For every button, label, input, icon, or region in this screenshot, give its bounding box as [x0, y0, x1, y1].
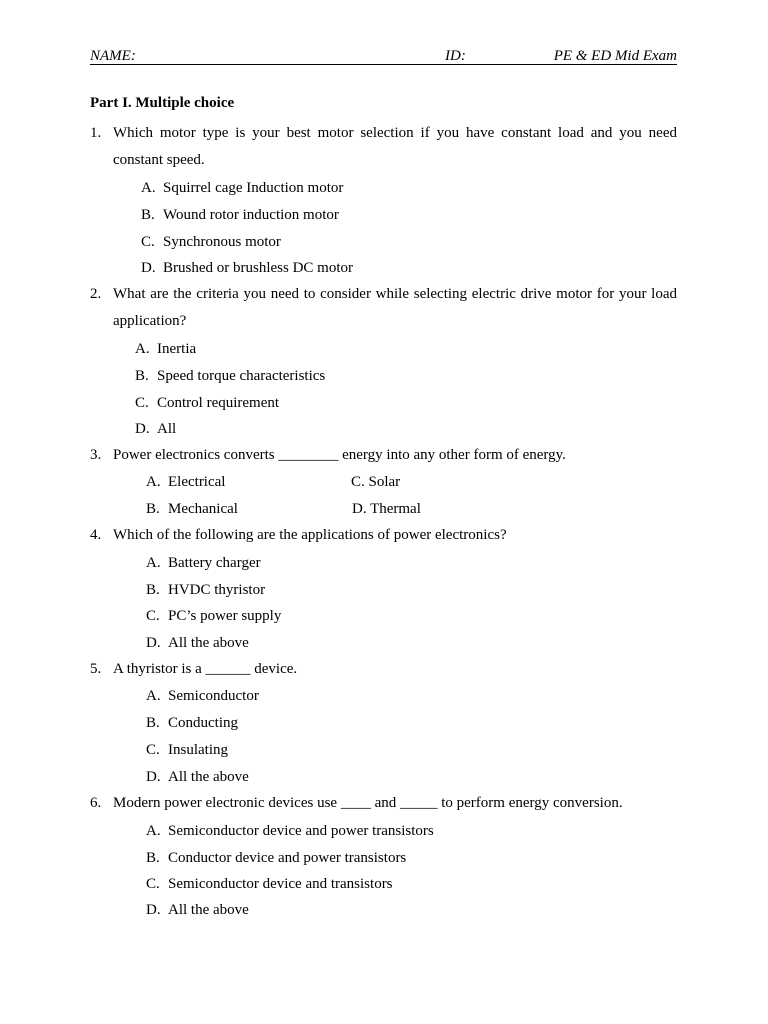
option-4c	[146, 607, 281, 625]
option-1d	[141, 259, 353, 277]
option-letter: B.	[135, 368, 149, 384]
option-4a	[146, 554, 261, 572]
id-label: ID:	[445, 48, 466, 64]
option-letter: C.	[141, 234, 155, 250]
option-5d	[146, 768, 249, 786]
option-6a	[146, 822, 434, 840]
name-label: NAME:	[90, 48, 136, 64]
option-letter: A.	[146, 555, 161, 571]
option-letter: A.	[146, 688, 161, 704]
option-3d	[352, 500, 421, 518]
option-4b	[146, 581, 265, 599]
option-text: Control requirement	[157, 395, 280, 411]
option-letter: C.	[135, 395, 149, 411]
part-title: Part I. Multiple choice	[90, 95, 235, 111]
question-text: A thyristor is a ______ device.	[113, 661, 298, 677]
option-2d	[135, 420, 176, 438]
option-text: Wound rotor induction motor	[163, 207, 339, 223]
option-text: Speed torque characteristics	[157, 368, 326, 384]
option-text: Conductor device and power transistors	[168, 850, 407, 866]
option-letter: B.	[146, 501, 160, 517]
option-5b	[146, 714, 238, 732]
option-1a	[141, 179, 343, 197]
option-2b	[135, 367, 325, 385]
option-text: Thermal	[370, 501, 421, 517]
option-6d	[146, 901, 249, 919]
option-letter: B.	[146, 715, 160, 731]
question-1	[90, 120, 677, 174]
option-text: Inertia	[157, 341, 197, 357]
question-3	[90, 442, 677, 469]
option-text: Brushed or brushless DC motor	[163, 260, 353, 276]
question-text: Which motor type is your best motor selection if you have constant load and you need constant speed.	[113, 125, 677, 168]
option-letter: B.	[141, 207, 155, 223]
question-2	[90, 281, 677, 335]
option-text: Conducting	[168, 715, 238, 731]
option-text: Mechanical	[168, 501, 238, 517]
option-letter: D.	[146, 769, 161, 785]
option-text: Solar	[368, 474, 401, 490]
option-text: All the above	[168, 902, 249, 918]
option-letter: B.	[146, 850, 160, 866]
option-text: Electrical	[168, 474, 226, 490]
question-number: 2.	[90, 286, 102, 302]
option-5a	[146, 687, 259, 705]
option-letter: D.	[141, 260, 156, 276]
option-2c	[135, 394, 279, 412]
option-text: Semiconductor device and power transistors	[168, 823, 434, 839]
option-text: HVDC thyristor	[168, 582, 266, 598]
option-3a	[146, 473, 225, 491]
question-number: 5.	[90, 661, 102, 677]
option-letter: D.	[146, 635, 161, 651]
question-text: Modern power electronic devices use ____ and _____ to perform energy conversion.	[113, 795, 623, 811]
question-6	[90, 790, 677, 817]
option-1c	[141, 233, 281, 251]
question-text: Power electronics converts ________ energy into any other form of energy.	[113, 447, 566, 463]
option-text: Insulating	[168, 742, 228, 758]
option-text: Semiconductor	[168, 688, 259, 704]
option-letter: D.	[352, 501, 367, 517]
option-text: Synchronous motor	[163, 234, 281, 250]
question-number: 1.	[90, 125, 102, 141]
question-text: What are the criteria you need to consider while selecting electric drive motor for your load application?	[113, 286, 677, 329]
option-letter: A.	[146, 823, 161, 839]
option-letter: A.	[135, 341, 150, 357]
option-text: Battery charger	[168, 555, 261, 571]
option-letter: A.	[146, 474, 161, 490]
question-4	[90, 522, 677, 549]
option-text: All	[157, 421, 177, 437]
option-text: Semiconductor device and transistors	[168, 876, 393, 892]
option-3b	[146, 500, 238, 518]
option-6c	[146, 875, 393, 893]
option-text: Squirrel cage Induction motor	[163, 180, 344, 196]
question-number: 4.	[90, 527, 102, 543]
option-letter: D.	[135, 421, 150, 437]
option-3c	[351, 473, 400, 491]
option-1b	[141, 206, 339, 224]
option-letter: A.	[141, 180, 156, 196]
option-letter: C.	[146, 608, 160, 624]
question-5	[90, 656, 677, 683]
option-letter: C.	[146, 742, 160, 758]
question-number: 3.	[90, 447, 102, 463]
option-text: All the above	[168, 635, 249, 651]
option-6b	[146, 849, 406, 867]
option-letter: D.	[146, 902, 161, 918]
option-4d	[146, 634, 249, 652]
option-text: PC’s power supply	[168, 608, 282, 624]
exam-title: PE & ED Mid Exam	[553, 48, 677, 64]
question-text: Which of the following are the applications of power electronics?	[113, 527, 507, 543]
option-5c	[146, 741, 228, 759]
option-letter: C.	[146, 876, 160, 892]
option-letter: C.	[351, 474, 365, 490]
option-text: All the above	[168, 769, 249, 785]
option-letter: B.	[146, 582, 160, 598]
exam-header	[90, 46, 677, 65]
option-2a	[135, 340, 196, 358]
question-number: 6.	[90, 795, 102, 811]
